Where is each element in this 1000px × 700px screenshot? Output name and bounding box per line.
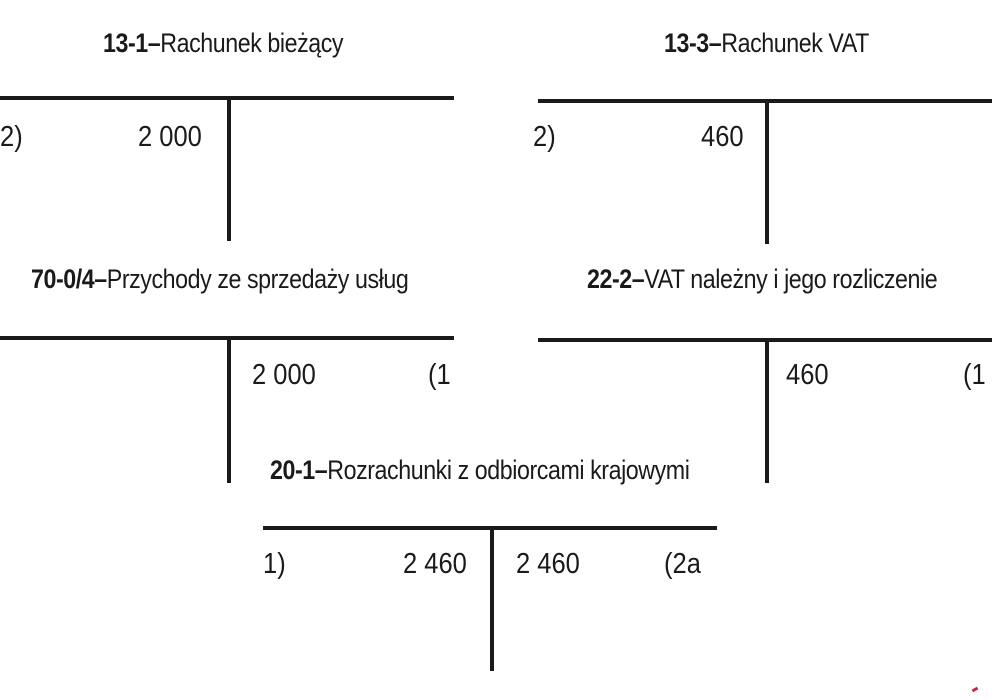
title-dash: – <box>147 28 161 58</box>
corner-mark <box>972 687 979 693</box>
credit-amount: 2 460 <box>516 548 580 580</box>
t-account-divider <box>227 96 231 241</box>
t-account-divider <box>490 526 494 671</box>
credit-amount: 460 <box>786 359 829 391</box>
debit-amount: 2 460 <box>403 548 467 580</box>
account-title <box>31 264 408 295</box>
credit-reference: (2a <box>664 548 701 580</box>
account-number: 13-3 <box>664 28 709 58</box>
account-name: Rachunek VAT <box>721 28 869 58</box>
account-name: Rozrachunki z odbiorcami krajowymi <box>327 455 690 485</box>
title-dash: – <box>708 28 722 58</box>
account-number: 20-1 <box>270 455 315 485</box>
credit-reference: (1 <box>428 359 451 391</box>
account-title <box>270 455 689 486</box>
account-number: 70-0/4 <box>31 264 95 294</box>
credit-reference: (1 <box>963 359 986 391</box>
account-name: Przychody ze sprzedaży usług <box>106 264 409 294</box>
account-title <box>103 28 343 59</box>
account-title <box>587 264 937 295</box>
account-title <box>664 28 869 59</box>
account-number: 22-2 <box>587 264 632 294</box>
account-number: 13-1 <box>103 28 148 58</box>
title-dash: – <box>314 455 328 485</box>
debit-amount: 460 <box>701 121 744 153</box>
account-name: VAT należny i jego rozliczenie <box>644 264 938 294</box>
title-dash: – <box>631 264 645 294</box>
debit-reference: 2) <box>533 121 556 153</box>
debit-reference: 2) <box>0 121 23 153</box>
account-name: Rachunek bieżący <box>160 28 344 58</box>
debit-reference: 1) <box>263 548 286 580</box>
debit-amount: 2 000 <box>138 121 202 153</box>
t-account-divider <box>765 338 769 483</box>
t-account-divider <box>765 99 769 244</box>
t-account-divider <box>227 336 231 483</box>
credit-amount: 2 000 <box>252 359 316 391</box>
title-dash: – <box>94 264 107 294</box>
